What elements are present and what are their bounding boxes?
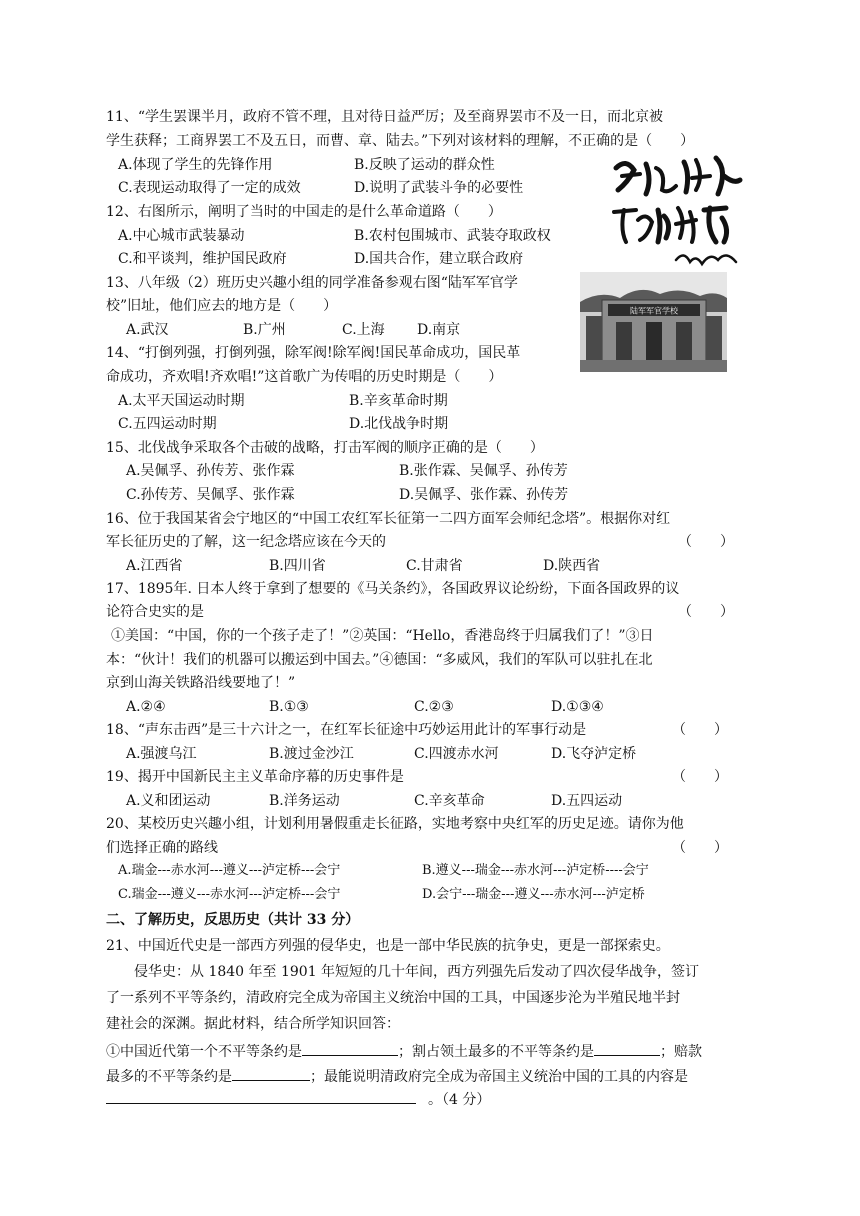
q11-stem-line2: 学生获释；工商界罢工不及五日，而曹、章、陆去。”下列对该材料的理解，不正确的是（ ）: [106, 133, 695, 149]
q12-option-b: B.农村包围城市、武装夺取政权: [354, 228, 551, 244]
answer-blank-2[interactable]: [594, 1040, 660, 1056]
q21-q1-prompt-c: ；赔款: [660, 1044, 702, 1060]
q16-option-a: A.江西省: [126, 558, 183, 574]
photo-sign-text: 陆军军官学校: [630, 306, 678, 316]
q20-option-c: C.瑞金---遵义---赤水河---泸定桥---会宁: [118, 887, 341, 902]
q11-option-a: A.体现了学生的先锋作用: [118, 157, 273, 173]
q17-answer-paren: （ ）: [678, 604, 734, 620]
q19-option-b: B.洋务运动: [269, 793, 340, 809]
q20-stem-line2: 们选择正确的路线: [106, 840, 218, 856]
q13-option-b: B.广州: [243, 322, 286, 338]
q18-stem: 18、“声东击西”是三十六计之一，在红军长征途中巧妙运用此计的军事行动是: [106, 722, 587, 738]
q17-stem-line1: 17、1895年. 日本人终于拿到了想要的《马关条约》，各国政界议论纷纷，下面各国政界的议: [106, 581, 680, 597]
q17-stem-line2: 论符合史实的是: [106, 604, 204, 620]
q18-option-d: D.飞夺泸定桥: [551, 746, 637, 762]
q17-option-c: C.②③: [414, 699, 454, 715]
q13-option-d: D.南京: [417, 322, 461, 338]
q21-material-line1: 侵华史：从 1840 年至 1901 年短短的几十年间，西方列强先后发动了四次侵华战争，签订: [134, 964, 700, 980]
q20-stem-line1: 20、某校历史兴趣小组，计划利用暑假重走长征路，实地考察中央红军的历史足迹。请你为他: [106, 816, 684, 832]
q21-q1-prompt-a: ①中国近代第一个不平等条约是: [106, 1044, 302, 1060]
q21-q1-prompt-e: ；最能说明清政府完全成为帝国主义统治中国的工具的内容是: [310, 1069, 688, 1085]
q15-option-b: B.张作霖、吴佩孚、孙传芳: [399, 463, 568, 479]
q16-option-d: D.陕西省: [543, 558, 601, 574]
q12-option-d: D.国共合作，建立联合政府: [354, 251, 524, 267]
q20-option-d: D.会宁---瑞金---遵义---赤水河---泸定桥: [422, 887, 645, 902]
q19-stem: 19、揭开中国新民主主义革命序幕的历史事件是: [106, 769, 404, 785]
q11-option-c: C.表现运动取得了一定的成效: [118, 180, 301, 196]
q21-material-line2: 了一系列不平等条约，清政府完全成为帝国主义统治中国的工具，中国逐步沦为半殖民地半封: [106, 990, 680, 1006]
section2-heading: 二、了解历史，反思历史（共计 33 分）: [106, 912, 360, 928]
q21-intro: 21、中国近代史是一部西方列强的侵华史，也是一部中华民族的抗争史，更是一部探索史。: [106, 938, 670, 954]
q13-stem-line2: 校”旧址，他们应去的地方是（ ）: [106, 298, 338, 314]
q21-question1-line3: [106, 1088, 490, 1110]
answer-blank-3[interactable]: [232, 1065, 310, 1081]
q21-q1-score: 。（4 分）: [428, 1092, 491, 1108]
q12-stem: 12、右图所示，阐明了当时的中国走的是什么革命道路（ ）: [106, 204, 502, 220]
q21-question1-line1: [106, 1040, 702, 1062]
q17-material-line1: ①美国：“中国，你的一个孩子走了！”②英国：“Hello，香港岛终于归属我们了！”③日: [111, 628, 654, 644]
q11-stem-line1: 11、“学生罢课半月，政府不管不理，且对待日益严厉；及至商界罢市不及一日，而北京被: [106, 109, 663, 125]
q14-option-d: D.北伐战争时期: [349, 416, 449, 432]
q17-option-d: D.①③④: [551, 699, 604, 715]
q16-stem-line2: 军长征历史的了解，这一纪念塔应该在今天的: [106, 534, 386, 550]
q21-material-line3: 建社会的深渊。据此材料，结合所学知识回答：: [106, 1016, 400, 1032]
q15-option-d: D.吴佩孚、张作霖、孙传芳: [399, 487, 569, 503]
q11-option-d: D.说明了武装斗争的必要性: [354, 180, 524, 196]
q17-material-line2: 本：“伙计！我们的机器可以搬运到中国去。”④德国：“多威风，我们的军队可以驻扎在北: [106, 652, 653, 668]
q17-material-line3: 京到山海关铁路沿线要地了！”: [106, 675, 296, 691]
q16-answer-paren: （ ）: [678, 534, 734, 550]
q21-question1-line2: [106, 1065, 688, 1087]
q17-option-a: A.②④: [126, 699, 166, 715]
q21-q1-prompt-d: 最多的不平等条约是: [106, 1069, 232, 1085]
calligraphy-image: [606, 150, 746, 275]
q18-option-c: C.四渡赤水河: [414, 746, 499, 762]
q19-option-d: D.五四运动: [551, 793, 623, 809]
q21-q1-prompt-b: ；割占领土最多的不平等条约是: [398, 1044, 594, 1060]
q20-option-a: A.瑞金---赤水河---遵义---泸定桥---会宁: [118, 863, 341, 878]
q15-stem: 15、北伐战争采取各个击破的战略，打击军阀的顺序正确的是（ ）: [106, 440, 544, 456]
q16-option-b: B.四川省: [269, 558, 326, 574]
q18-option-b: B.渡过金沙江: [269, 746, 354, 762]
q11-option-b: B.反映了运动的群众性: [354, 157, 495, 173]
q13-stem-line1: 13、八年级（2）班历史兴趣小组的同学准备参观右图“陆军军官学: [106, 275, 518, 291]
q19-option-c: C.辛亥革命: [414, 793, 485, 809]
q14-option-a: A.太平天国运动时期: [118, 393, 245, 409]
q12-option-a: A.中心城市武装暴动: [118, 228, 245, 244]
q14-option-c: C.五四运动时期: [118, 416, 217, 432]
q19-answer-paren: （ ）: [672, 769, 728, 785]
q14-stem-line1: 14、“打倒列强，打倒列强，除军阀!除军阀!国民革命成功，国民革: [106, 345, 521, 361]
q18-answer-paren: （ ）: [672, 722, 728, 738]
q16-stem-line1: 16、位于我国某省会宁地区的“中国工农红军长征第一二四方面军会师纪念塔”。根据你对红: [106, 511, 671, 527]
answer-blank-4[interactable]: [106, 1088, 416, 1104]
q15-option-a: A.吴佩孚、孙传芳、张作霖: [126, 463, 295, 479]
q13-option-c: C.上海: [342, 322, 385, 338]
q19-option-a: A.义和团运动: [126, 793, 211, 809]
q18-option-a: A.强渡乌江: [126, 746, 197, 762]
q20-answer-paren: （ ）: [672, 840, 728, 856]
q14-stem-line2: 命成功，齐欢唱!齐欢唱!”这首歌广为传唱的历史时期是（ ）: [106, 369, 503, 385]
q14-option-b: B.辛亥革命时期: [349, 393, 448, 409]
q12-option-c: C.和平谈判，维护国民政府: [118, 251, 287, 267]
q17-option-b: B.①③: [269, 699, 309, 715]
q20-option-b: B.遵义---瑞金---赤水河---泸定桥----会宁: [422, 863, 649, 878]
academy-gate-photo: [580, 272, 727, 372]
q15-option-c: C.孙传芳、吴佩孚、张作霖: [126, 487, 295, 503]
answer-blank-1[interactable]: [302, 1040, 398, 1056]
q13-option-a: A.武汉: [126, 322, 169, 338]
q16-option-c: C.甘肃省: [406, 558, 463, 574]
